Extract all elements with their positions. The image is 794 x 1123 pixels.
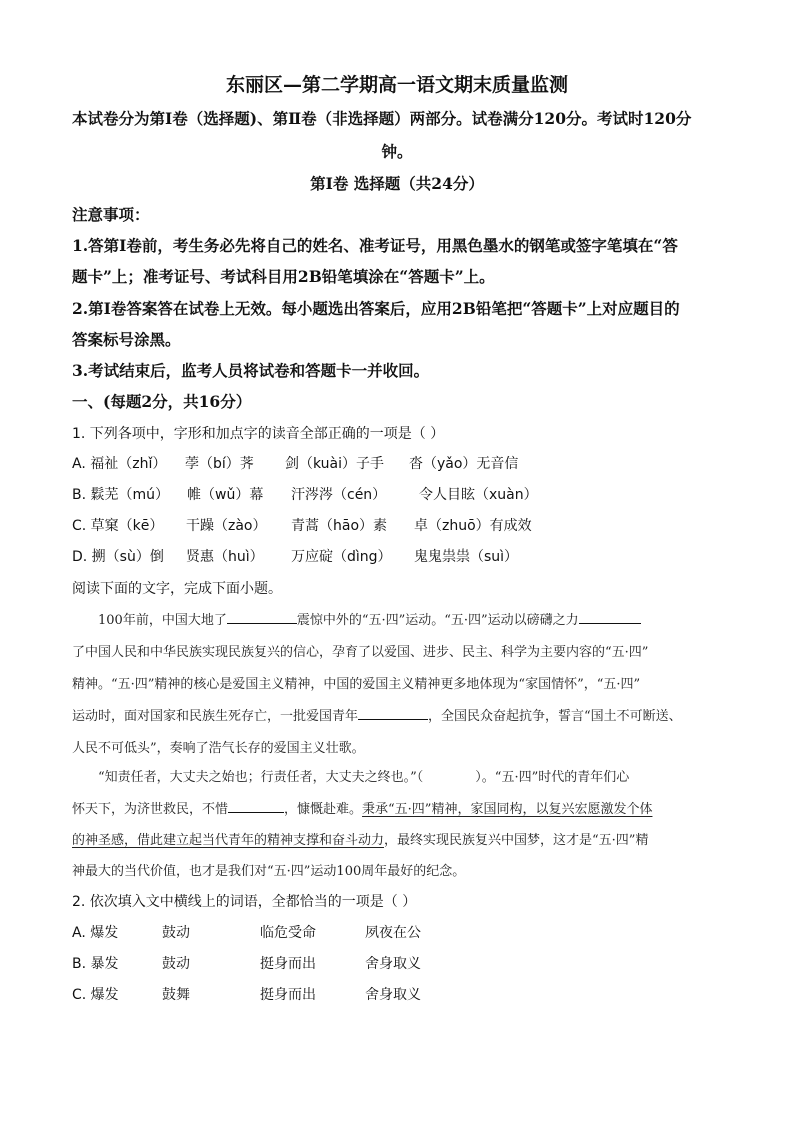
- passage-p2-line-1: [98, 766, 629, 785]
- q2-c-3: 挺身而出: [260, 987, 316, 1003]
- blank-4: [228, 798, 284, 813]
- note-3: 3.考试结束后，监考人员将试卷和答题卡一并收回。: [72, 361, 430, 380]
- passage-text: 怀天下，为济世救民，不惜: [72, 802, 229, 817]
- note-2-line-2: 答案标号涂黑。: [72, 330, 181, 349]
- q2-c-2: 鼓舞: [162, 987, 190, 1003]
- q1-b-4: 令人目眩（xuàn）: [419, 487, 538, 503]
- q1-d-2: 贤惠（huì）: [186, 549, 264, 565]
- q1-d-4: 鬼鬼祟祟（suì）: [414, 549, 519, 565]
- passage-p2-line-4: 神最大的当代价值，也才是我们对“五·四”运动100周年最好的纪念。: [72, 864, 466, 879]
- q1-c-1: C. 草窠（kē）: [72, 518, 164, 534]
- blank-2: [579, 609, 641, 624]
- q2-option-a: [72, 922, 421, 942]
- passage-text: 100年前，中国大地了: [98, 613, 227, 628]
- underlined-sentence: 秉承“五·四”精神，家国同构，以复兴宏愿激发个体: [362, 802, 653, 817]
- q2-c-1: C. 爆发: [72, 987, 119, 1003]
- q2-b-1: B. 暴发: [72, 956, 119, 972]
- q1-stem: 1. 下列各项中，字形和加点字的读音全部正确的一项是（ ）: [72, 426, 445, 442]
- q2-a-2: 鼓动: [162, 925, 190, 941]
- intro-line-1: 本试卷分为第Ⅰ卷（选择题)、第Ⅱ卷（非选择题）两部分。试卷满分120分。考试时120分: [72, 109, 692, 128]
- passage-text: 震惊中外的“五·四”运动。“五·四”运动以磅礴之力: [296, 613, 579, 628]
- passage-p2-line-3: [72, 829, 648, 848]
- blank-3: [358, 705, 428, 720]
- q1-c-2: 干躁（zào）: [186, 518, 267, 534]
- q1-b-2: 帷（wǔ）幕: [187, 487, 264, 503]
- underlined-sentence: 的神圣感，借此建立起当代青年的精神支撑和奋斗动力: [72, 833, 385, 848]
- q2-b-4: 舍身取义: [365, 956, 421, 972]
- note-1-line-1: 1.答第Ⅰ卷前，考生务必先将自己的姓名、准考证号，用黑色墨水的钢笔或签字笔填在“答: [72, 236, 678, 255]
- q1-c-3: 青蒿（hāo）素: [291, 518, 388, 534]
- q2-b-3: 挺身而出: [260, 956, 316, 972]
- q1-b-1: B. 鬏芜（mú）: [72, 487, 170, 503]
- part-1-heading: 一、(每题2分，共16分）: [72, 392, 252, 411]
- notes-heading: 注意事项：: [72, 205, 150, 224]
- q1-d-1: D. 搠（sù）倒: [72, 549, 164, 565]
- q1-option-b: [72, 484, 538, 504]
- note-2-line-1: 2.第Ⅰ卷答案答在试卷上无效。每小题选出答案后，应用2B铅笔把“答题卡”上对应题目的: [72, 299, 680, 318]
- passage-text: ，全国民众奋起抗争，誓言“国土不可断送、: [428, 709, 682, 724]
- passage-p1-line-4: [72, 705, 682, 724]
- q2-a-4: 夙夜在公: [365, 925, 421, 941]
- q2-a-3: 临危受命: [260, 925, 316, 941]
- passage-text: ，慷慨赴难。: [284, 802, 363, 817]
- q1-a-4: 沓（yǎo）无音信: [409, 456, 519, 472]
- q2-c-4: 舍身取义: [365, 987, 421, 1003]
- q2-option-b: [72, 953, 421, 973]
- q1-c-4: 卓（zhuō）有成效: [414, 518, 532, 534]
- page-title: 东丽区—第二学期高一语文期末质量监测: [225, 74, 568, 96]
- q1-option-d: [72, 546, 518, 566]
- q2-option-c: [72, 984, 421, 1004]
- q1-a-1: A. 福祉（zhǐ）: [72, 456, 167, 472]
- section-title: 第Ⅰ卷 选择题（共24分）: [310, 174, 484, 193]
- passage-text: ）。“五·四”时代的青年们心: [475, 770, 630, 785]
- q1-a-2: 荸（bí）荠: [185, 456, 254, 472]
- q1-option-c: [72, 515, 532, 535]
- q2-stem: 2. 依次填入文中横线上的词语，全都恰当的一项是（ ）: [72, 894, 417, 910]
- passage-p1-line-3: 精神。“五·四”精神的核心是爱国主义精神，中国的爱国主义精神更多地体现为“家国情怀”，“五·四”: [72, 677, 641, 692]
- intro-line-2: 钟。: [381, 142, 413, 161]
- blank-1: [227, 609, 297, 624]
- note-1-line-2: 题卡”上；准考证号、考试科目用2B铅笔填涂在“答题卡”上。: [72, 267, 495, 286]
- reading-prompt: 阅读下面的文字，完成下面小题。: [72, 581, 282, 597]
- q2-a-1: A. 爆发: [72, 925, 119, 941]
- passage-p2-line-2: [72, 798, 652, 817]
- passage-p1-line-1: [98, 609, 641, 628]
- q2-b-2: 鼓动: [162, 956, 190, 972]
- passage-p1-line-5: 人民不可低头”，奏响了浩气长存的爱国主义壮歌。: [72, 741, 365, 756]
- q1-d-3: 万应碇（dìng）: [291, 549, 392, 565]
- passage-text: “知责任者，大丈夫之始也；行责任者，大丈夫之终也。”（: [98, 770, 424, 785]
- q1-a-3: 剑（kuài）子手: [285, 456, 385, 472]
- passage-text: ，最终实现民族复兴中国梦，这才是“五·四”精: [384, 833, 649, 848]
- passage-text: 运动时，面对国家和民族生死存亡，一批爱国青年: [72, 709, 359, 724]
- q1-b-3: 汗涔涔（cén）: [291, 487, 387, 503]
- passage-p1-line-2: 了中国人民和中华民族实现民族复兴的信心，孕育了以爱国、进步、民主、科学为主要内容的“五·四”: [72, 645, 649, 660]
- q1-option-a: [72, 453, 518, 473]
